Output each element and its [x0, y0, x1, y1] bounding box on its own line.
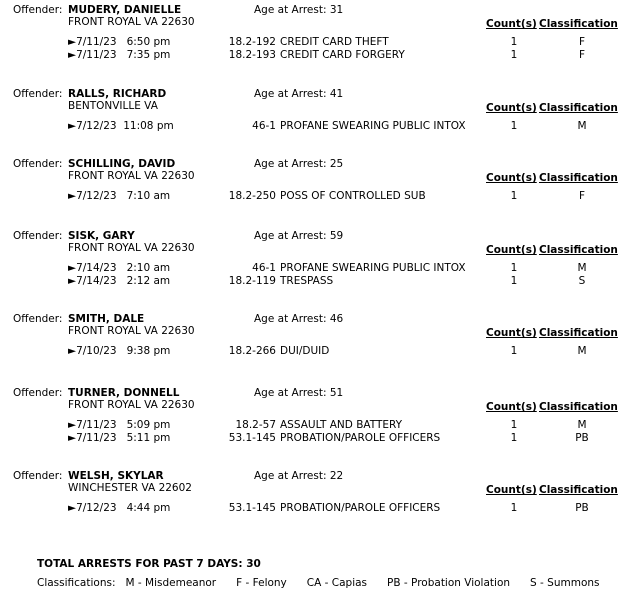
counts-header: Count(s)	[486, 484, 537, 496]
charge-classification: F	[578, 190, 586, 202]
charge-row	[0, 49, 634, 62]
offender-name: SMITH, DALE	[68, 313, 145, 325]
charge-description: CREDIT CARD THEFT	[280, 36, 389, 48]
charge-row	[0, 36, 634, 49]
offender-record	[0, 4, 634, 74]
charge-datetime: ►7/11/23 6:50 pm	[68, 36, 171, 48]
charge-datetime: ►7/11/23 5:09 pm	[68, 419, 171, 431]
charge-code: 46-1	[252, 262, 276, 274]
offender-address: BENTONVILLE VA	[68, 100, 158, 112]
age-at-arrest: Age at Arrest: 59	[254, 230, 344, 242]
charge-datetime: ►7/12/23 4:44 pm	[68, 502, 171, 514]
age-at-arrest: Age at Arrest: 51	[254, 387, 344, 399]
charge-description: PROBATION/PAROLE OFFICERS	[280, 432, 441, 444]
charge-classification: F	[578, 49, 586, 61]
charge-count: 1	[510, 432, 518, 444]
charge-row	[0, 502, 634, 515]
offender-record	[0, 158, 634, 228]
charge-row	[0, 419, 634, 432]
offender-label: Offender:	[13, 230, 63, 242]
charge-row	[0, 432, 634, 445]
charge-description: PROBATION/PAROLE OFFICERS	[280, 502, 441, 514]
charge-classification: PB	[575, 432, 589, 444]
offender-address: FRONT ROYAL VA 22630	[68, 170, 195, 182]
age-at-arrest: Age at Arrest: 25	[254, 158, 344, 170]
charge-code: 53.1-145	[228, 502, 276, 514]
counts-header: Count(s)	[486, 18, 537, 30]
age-at-arrest: Age at Arrest: 22	[254, 470, 344, 482]
charge-datetime: ►7/10/23 9:38 pm	[68, 345, 171, 357]
charge-classification: F	[578, 36, 586, 48]
counts-header: Count(s)	[486, 401, 537, 413]
offender-address: FRONT ROYAL VA 22630	[68, 242, 195, 254]
charge-count: 1	[510, 275, 518, 287]
charge-datetime: ►7/11/23 7:35 pm	[68, 49, 171, 61]
offender-address: FRONT ROYAL VA 22630	[68, 325, 195, 337]
total-arrests: TOTAL ARRESTS FOR PAST 7 DAYS: 30	[37, 558, 261, 570]
charge-datetime: ►7/11/23 5:11 pm	[68, 432, 171, 444]
charge-code: 53.1-145	[228, 432, 276, 444]
charge-count: 1	[510, 262, 518, 274]
classification-header: Classification	[539, 18, 618, 30]
charge-classification: PB	[575, 502, 589, 514]
offender-label: Offender:	[13, 387, 63, 399]
classification-header: Classification	[539, 327, 618, 339]
charge-row	[0, 275, 634, 288]
offender-name: SCHILLING, DAVID	[68, 158, 176, 170]
counts-header: Count(s)	[486, 244, 537, 256]
charge-description: TRESPASS	[280, 275, 334, 287]
offender-label: Offender:	[13, 313, 63, 325]
age-at-arrest: Age at Arrest: 46	[254, 313, 344, 325]
classification-header: Classification	[539, 401, 618, 413]
offender-label: Offender:	[13, 470, 63, 482]
offender-address: FRONT ROYAL VA 22630	[68, 399, 195, 411]
offender-label: Offender:	[13, 4, 63, 16]
charge-row	[0, 345, 634, 358]
charge-datetime: ►7/12/23 7:10 am	[68, 190, 171, 202]
charge-code: 18.2-57	[235, 419, 276, 431]
charge-description: DUI/DUID	[280, 345, 330, 357]
charge-code: 46-1	[252, 120, 276, 132]
classification-header: Classification	[539, 102, 618, 114]
counts-header: Count(s)	[486, 327, 537, 339]
charge-count: 1	[510, 419, 518, 431]
counts-header: Count(s)	[486, 172, 537, 184]
charge-code: 18.2-250	[228, 190, 276, 202]
classification-header: Classification	[539, 172, 618, 184]
offender-name: TURNER, DONNELL	[68, 387, 180, 399]
classification-header: Classification	[539, 244, 618, 256]
offender-record	[0, 387, 634, 457]
charge-description: PROFANE SWEARING PUBLIC INTOX	[280, 120, 466, 132]
offender-record	[0, 230, 634, 300]
charge-code: 18.2-193	[228, 49, 276, 61]
charge-description: POSS OF CONTROLLED SUB	[280, 190, 426, 202]
offender-name: SISK, GARY	[68, 230, 135, 242]
charge-count: 1	[510, 120, 518, 132]
charge-code: 18.2-266	[228, 345, 276, 357]
charge-description: CREDIT CARD FORGERY	[280, 49, 405, 61]
charge-code: 18.2-192	[228, 36, 276, 48]
charge-datetime: ►7/12/23 11:08 pm	[68, 120, 174, 132]
charge-row	[0, 120, 634, 133]
counts-header: Count(s)	[486, 102, 537, 114]
charge-count: 1	[510, 345, 518, 357]
offender-name: WELSH, SKYLAR	[68, 470, 164, 482]
charge-description: ASSAULT AND BATTERY	[280, 419, 403, 431]
offender-label: Offender:	[13, 158, 63, 170]
charge-code: 18.2-119	[228, 275, 276, 287]
charge-count: 1	[510, 502, 518, 514]
offender-record	[0, 313, 634, 383]
charge-row	[0, 262, 634, 275]
offender-record	[0, 470, 634, 540]
charge-row	[0, 190, 634, 203]
offender-record	[0, 88, 634, 158]
charge-count: 1	[510, 190, 518, 202]
charge-datetime: ►7/14/23 2:12 am	[68, 275, 171, 287]
age-at-arrest: Age at Arrest: 41	[254, 88, 344, 100]
offender-address: FRONT ROYAL VA 22630	[68, 16, 195, 28]
charge-count: 1	[510, 49, 518, 61]
classification-header: Classification	[539, 484, 618, 496]
charge-datetime: ►7/14/23 2:10 am	[68, 262, 171, 274]
charge-count: 1	[510, 36, 518, 48]
charge-classification: M	[577, 120, 587, 132]
charge-classification: M	[577, 262, 587, 274]
offender-name: MUDERY, DANIELLE	[68, 4, 182, 16]
offender-address: WINCHESTER VA 22602	[68, 482, 192, 494]
classification-legend: Classifications: M - Misdemeanor F - Felony CA - Capias PB - Probation Violation S - Summons	[37, 577, 600, 589]
charge-classification: M	[577, 345, 587, 357]
charge-description: PROFANE SWEARING PUBLIC INTOX	[280, 262, 466, 274]
offender-label: Offender:	[13, 88, 63, 100]
age-at-arrest: Age at Arrest: 31	[254, 4, 344, 16]
charge-classification: S	[578, 275, 586, 287]
charge-classification: M	[577, 419, 587, 431]
offender-name: RALLS, RICHARD	[68, 88, 167, 100]
